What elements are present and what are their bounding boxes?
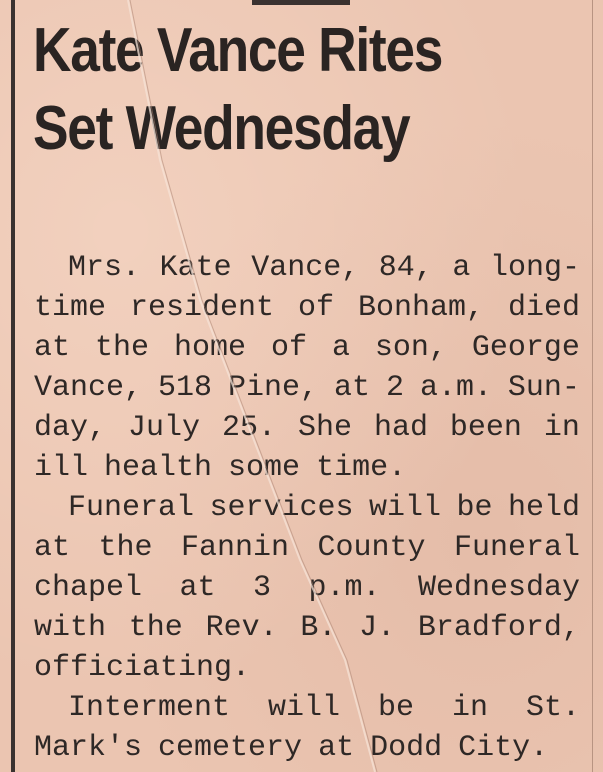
top-rule — [252, 0, 350, 5]
word: been — [449, 411, 522, 445]
word: 25. — [221, 411, 276, 445]
word: home — [173, 331, 246, 365]
word: resident — [129, 291, 275, 325]
word: of — [270, 331, 307, 365]
headline-line-2: Set Wednesday — [33, 94, 410, 163]
word: son, — [374, 331, 447, 365]
word: She — [297, 411, 352, 445]
word: Vance, — [34, 371, 143, 405]
word: officiating. — [34, 651, 251, 685]
word: Mrs. — [68, 251, 141, 285]
word: some — [228, 451, 301, 485]
word: chapel — [34, 571, 143, 605]
word: City. — [458, 731, 549, 765]
article-line — [34, 288, 580, 328]
word: Interment — [68, 691, 231, 725]
article-line — [34, 568, 580, 608]
headline-line-1: Kate Vance Rites — [33, 16, 443, 85]
word: had — [373, 411, 428, 445]
word: a — [331, 331, 350, 365]
article-line — [34, 368, 580, 408]
word: at — [34, 331, 71, 365]
word: 518 — [158, 371, 213, 405]
word: in — [451, 691, 488, 725]
article-line — [34, 528, 580, 568]
word: at — [179, 571, 216, 605]
word: County — [317, 531, 426, 565]
word: services — [209, 491, 354, 525]
article-line — [34, 688, 580, 728]
word: July — [127, 411, 200, 445]
word: the — [128, 611, 183, 645]
word: cemetery — [158, 731, 303, 765]
article-line — [34, 248, 580, 288]
word: 3 — [252, 571, 271, 605]
word: at — [34, 531, 71, 565]
column-rule — [11, 0, 15, 772]
article-line — [34, 328, 580, 368]
headline — [33, 12, 515, 168]
word: time — [34, 291, 107, 325]
word: at — [333, 371, 370, 405]
word: day, — [34, 411, 107, 445]
word: in — [543, 411, 580, 445]
word: Bradford, — [417, 611, 580, 645]
word: Bonham, — [357, 291, 484, 325]
word: Mark's — [34, 731, 143, 765]
word: at — [318, 731, 355, 765]
article-line — [34, 488, 580, 528]
article-line — [34, 648, 580, 688]
word: long- — [489, 251, 580, 285]
word: Kate — [159, 251, 232, 285]
word: health — [104, 451, 213, 485]
word: with — [34, 611, 107, 645]
word: Pine, — [227, 371, 318, 405]
word: J. — [359, 611, 396, 645]
word: be — [456, 491, 493, 525]
word: Funeral — [453, 531, 580, 565]
word: will — [369, 491, 442, 525]
word: p.m. — [308, 571, 381, 605]
word: 84, — [378, 251, 433, 285]
word: George — [471, 331, 580, 365]
article-line — [34, 448, 580, 488]
word: Fannin — [180, 531, 289, 565]
word: the — [98, 531, 153, 565]
word: the — [94, 331, 149, 365]
word: ill — [34, 451, 89, 485]
word: Vance, — [251, 251, 360, 285]
word: Wednesday — [417, 571, 580, 605]
article-line — [34, 608, 580, 648]
article-line — [34, 408, 580, 448]
word: Funeral — [68, 491, 195, 525]
word: Dodd — [370, 731, 443, 765]
clipping-edge — [592, 0, 593, 772]
word: time. — [316, 451, 407, 485]
word: will — [268, 691, 341, 725]
article-body — [34, 248, 580, 768]
word: B. — [300, 611, 337, 645]
word: held — [507, 491, 580, 525]
article-line — [34, 728, 580, 768]
word: 2 — [385, 371, 404, 405]
word: a — [452, 251, 471, 285]
word: Sun- — [507, 371, 580, 405]
word: St. — [525, 691, 580, 725]
word: of — [297, 291, 334, 325]
word: a.m. — [419, 371, 492, 405]
word: died — [507, 291, 580, 325]
word: Rev. — [205, 611, 278, 645]
word: be — [377, 691, 414, 725]
